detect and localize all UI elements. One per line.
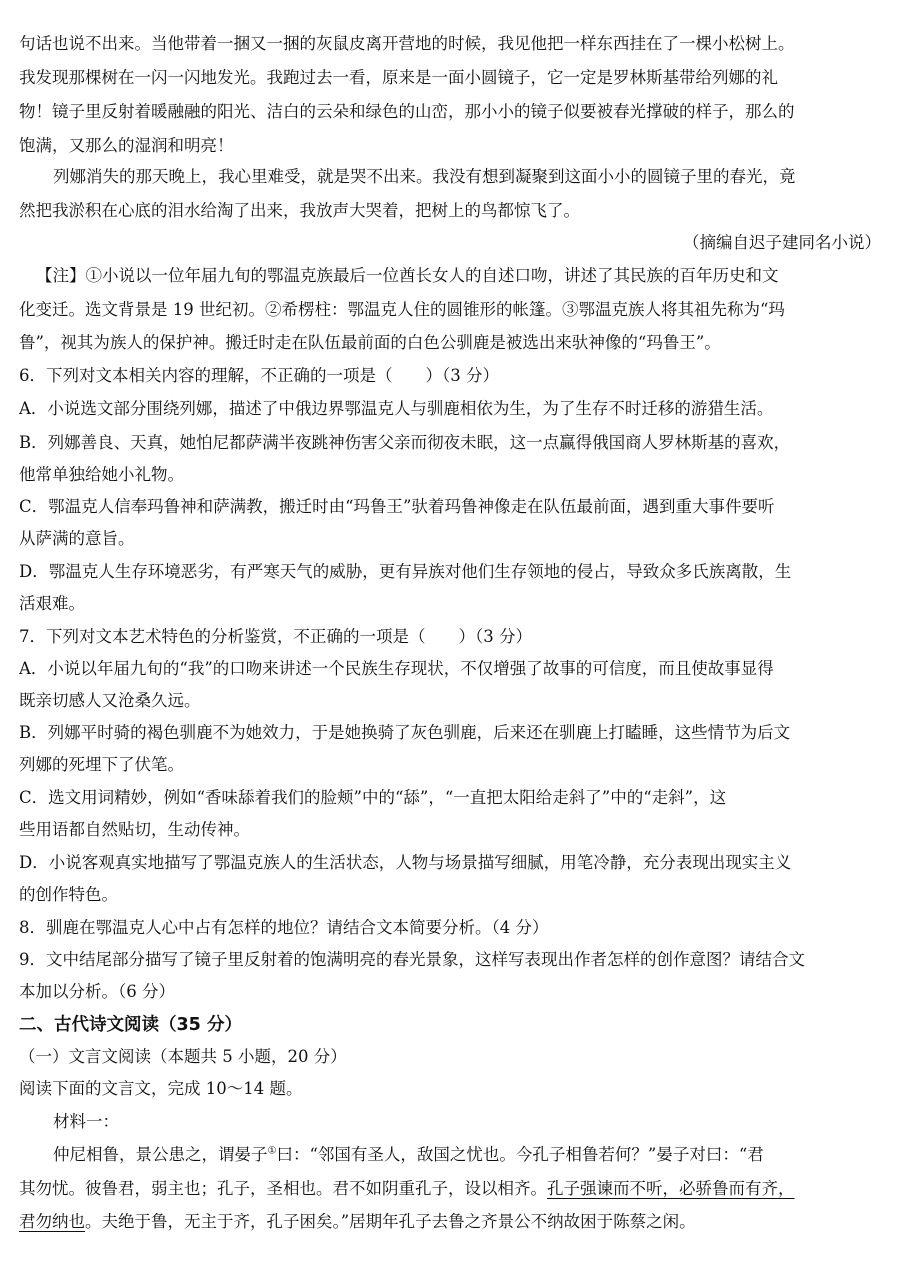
note-line: 化变迁。选文背景是 19 世纪初。②希楞柱：鄂温克人住的圆锥形的帐篷。③鄂温克族人将其祖先称为“玛 <box>19 300 785 319</box>
q6-option-d-cont: 活艰难。 <box>19 594 85 613</box>
q7-option-b-cont: 列娜的死埋下了伏笔。 <box>19 755 184 774</box>
q6-option-c: C．鄂温克人信奉玛鲁神和萨满教，搬迁时由“玛鲁王”驮着玛鲁神像走在队伍最前面，遇到重大事件要听 <box>19 497 775 516</box>
passage-line: 我发现那棵树在一闪一闪地发光。我跑过去一看，原来是一面小圆镜子，它一定是罗林斯基带给列娜的礼 <box>19 68 778 87</box>
q7-option-d-cont: 的创作特色。 <box>19 885 118 904</box>
question-6-stem: 6．下列对文本相关内容的理解，不正确的一项是（ ）（3 分） <box>19 366 499 385</box>
q6-option-a: A．小说选文部分围绕列娜，描述了中俄边界鄂温克人与驯鹿相依为生，为了生存不时迁移的游猎生活。 <box>19 399 774 418</box>
q7-option-a: A．小说以年届九旬的“我”的口吻来讲述一个民族生存现状，不仅增强了故事的可信度，而且使故事显得 <box>19 659 774 678</box>
passage-line: 物！镜子里反射着暖融融的阳光、洁白的云朵和绿色的山峦，那小小的镜子似要被春光撑破的样子，那么的 <box>19 102 795 121</box>
q7-option-c: C．选文用词精妙，例如“香味舔着我们的脸颊”中的“舔”，“一直把太阳给走斜了”中的“走斜”，这 <box>19 788 727 807</box>
classical-text-segment: 其勿忧。彼鲁君，弱主也；孔子，圣相也。君不如阴重孔子，设以相齐。 <box>19 1179 547 1198</box>
classical-text-line <box>19 1205 881 1239</box>
passage-line: 然把我淤积在心底的泪水给淘了出来，我放声大哭着，把树上的鸟都惊飞了。 <box>19 201 580 220</box>
passage-line: 列娜消失的那天晚上，我心里难受，就是哭不出来。我没有想到凝聚到这面小小的圆镜子里的春光，竟 <box>53 167 796 186</box>
q6-option-c-cont: 从萨满的意旨。 <box>19 529 135 548</box>
q7-option-d: D．小说客观真实地描写了鄂温克族人的生活状态，人物与场景描写细腻，用笔冷静，充分表现出现实主义 <box>19 853 792 872</box>
footnote-marker: ① <box>267 1145 277 1157</box>
classical-text-segment: 曰：“邻国有圣人，敌国之忧也。今孔子相鲁若何？”晏子对曰：“君 <box>276 1145 764 1164</box>
classical-text-line <box>19 1172 881 1206</box>
passage-line: 句话也说不出来。当他带着一捆又一捆的灰鼠皮离开营地的时候，我见他把一样东西挂在了一棵小松树上。 <box>19 34 795 53</box>
underlined-sentence: 君勿纳也 <box>19 1212 85 1231</box>
note-line: 鲁”，视其为族人的保护神。搬迁时走在队伍最前面的白色公驯鹿是被选出来驮神像的“玛鲁王”。 <box>19 333 721 352</box>
classical-text-line <box>53 1138 881 1172</box>
q7-option-c-cont: 些用语都自然贴切，生动传神。 <box>19 820 250 839</box>
note-line: 【注】①小说以一位年届九旬的鄂温克族最后一位酋长女人的自述口吻，讲述了其民族的百年历史和文 <box>36 266 779 285</box>
q7-option-b: B．列娜平时骑的褐色驯鹿不为她效力，于是她换骑了灰色驯鹿，后来还在驯鹿上打瞌睡，这些情节为后文 <box>19 723 791 742</box>
subsection-heading: （一）文言文阅读（本题共 5 小题，20 分） <box>19 1047 347 1066</box>
q6-option-b-cont: 他常单独给她小礼物。 <box>19 465 184 484</box>
material-label: 材料一： <box>53 1112 119 1131</box>
question-9-cont: 本加以分析。（6 分） <box>19 982 175 1001</box>
reading-instruction: 阅读下面的文言文，完成 10～14 题。 <box>19 1079 303 1098</box>
question-8: 8．驯鹿在鄂温克人心中占有怎样的地位？请结合文本简要分析。（4 分） <box>19 918 549 937</box>
source-citation: （摘编自迟子建同名小说） <box>683 233 881 252</box>
classical-text-segment: 。夫绝于鲁，无主于齐，孔子困矣。”居期年孔子去鲁之齐景公不纳故困于陈蔡之闲。 <box>85 1212 696 1231</box>
section-heading: 二、古代诗文阅读（35 分） <box>19 1015 242 1035</box>
q6-option-b: B．列娜善良、天真，她怕尼都萨满半夜跳神伤害父亲而彻夜未眠，这一点赢得俄国商人罗林斯基的喜欢， <box>19 433 791 452</box>
question-9: 9．文中结尾部分描写了镜子里反射着的饱满明亮的春光景象，这样写表现出作者怎样的创作意图？请结合文 <box>19 950 805 969</box>
underlined-sentence: 孔子强谏而不听，必骄鲁而有齐， <box>547 1179 795 1198</box>
question-7-stem: 7．下列对文本艺术特色的分析鉴赏，不正确的一项是（ ）（3 分） <box>19 627 532 646</box>
q7-option-a-cont: 既亲切感人又沧桑久远。 <box>19 691 201 710</box>
classical-text-segment: 仲尼相鲁，景公患之，谓晏子 <box>53 1145 268 1164</box>
passage-line: 饱满，又那么的湿润和明亮！ <box>19 136 234 155</box>
q6-option-d: D．鄂温克人生存环境恶劣，有严寒天气的威胁，更有异族对他们生存领地的侵占，导致众多氏族离散，生 <box>19 562 792 581</box>
